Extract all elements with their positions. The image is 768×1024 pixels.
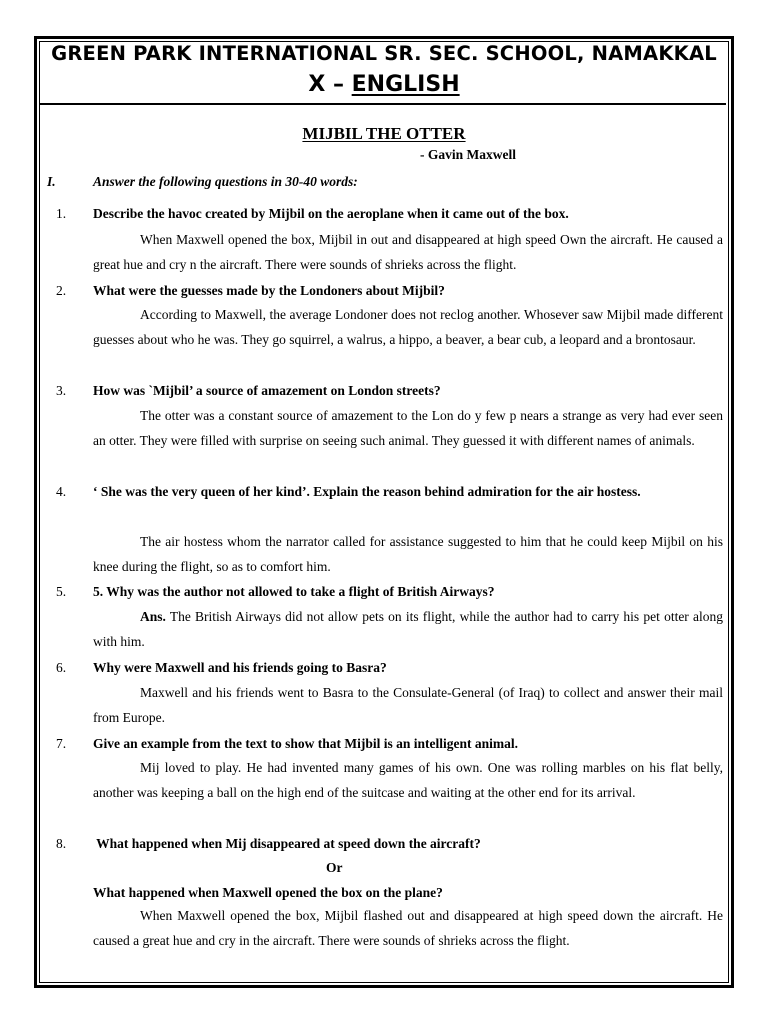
question-text: Why were Maxwell and his friends going to Basra? bbox=[93, 660, 387, 675]
section-number: I. bbox=[47, 174, 56, 189]
answer-text: Maxwell and his friends went to Basra to the Consulate-General (of Iraq) to collect and answer their mail from Europe. bbox=[93, 685, 723, 726]
question-text: ‘ She was the very queen of her kind’. Explain the reason behind admiration for the air hostess. bbox=[93, 484, 641, 499]
school-name: GREEN PARK INTERNATIONAL SR. SEC. SCHOOL, NAMAKKAL bbox=[51, 42, 717, 65]
question-text: How was `Mijbil’ a source of amazement on London streets? bbox=[93, 383, 441, 398]
question-number: 3. bbox=[56, 383, 67, 398]
question-number: 8. bbox=[56, 836, 67, 851]
or-separator: Or bbox=[326, 860, 343, 875]
question-text: 5. Why was the author not allowed to take a flight of British Airways? bbox=[93, 584, 495, 599]
answer-body: The British Airways did not allow pets on its flight, while the author had to carry his pet otter along with him. bbox=[93, 609, 723, 650]
answer-text: When Maxwell opened the box, Mijbil in out and disappeared at high speed Own the aircraft. He caused a great hue and cry n the aircraft. There were sounds of shrieks across the flight. bbox=[93, 232, 723, 273]
subject-heading bbox=[40, 72, 728, 97]
question-text: Describe the havoc created by Mijbil on the aeroplane when it came out of the box. bbox=[93, 206, 569, 221]
answer-text: Mij loved to play. He had invented many games of his own. One was rolling marbles on his flat belly, another was keeping a ball on the high end of the suitcase and waiting at the other end for its arrival. bbox=[93, 760, 723, 801]
answer-text: The otter was a constant source of amazement to the Lon do y few p nears a strange as very had ever seen an otter. They were filled with surprise on seeing such animal. They guessed it with different names of animals. bbox=[93, 408, 723, 449]
section-instruction: Answer the following questions in 30-40 words: bbox=[93, 174, 358, 189]
question-number: 1. bbox=[56, 206, 67, 221]
answer-prefix: Ans. bbox=[140, 609, 166, 624]
question-text: Give an example from the text to show that Mijbil is an intelligent animal. bbox=[93, 736, 518, 751]
header-divider bbox=[40, 103, 726, 105]
question-text-alternate: What happened when Maxwell opened the box on the plane? bbox=[93, 885, 443, 900]
lesson-author: - Gavin Maxwell bbox=[420, 147, 516, 162]
question-number: 4. bbox=[56, 484, 67, 499]
subject-label: ENGLISH bbox=[351, 72, 460, 97]
question-number: 6. bbox=[56, 660, 67, 675]
lesson-title: MIJBIL THE OTTER bbox=[302, 124, 466, 143]
answer-text: The air hostess whom the narrator called for assistance suggested to him that he could keep Mijbil on his knee during the flight, so as to comfort him. bbox=[93, 534, 723, 575]
question-text: What were the guesses made by the Londoners about Mijbil? bbox=[93, 283, 445, 298]
answer-text: According to Maxwell, the average Londoner does not reclog another. Whosever saw Mijbil made different guesses about who he was. They go squirrel, a walrus, a hippo, a beaver, a bear cub, a leopard and a brontosaur. bbox=[93, 307, 723, 348]
question-number: 7. bbox=[56, 736, 67, 751]
answer-text bbox=[93, 604, 723, 654]
question-text: What happened when Mij disappeared at speed down the aircraft? bbox=[93, 836, 481, 851]
question-number: 2. bbox=[56, 283, 67, 298]
answer-text: When Maxwell opened the box, Mijbil flashed out and disappeared at high speed down the aircraft. He caused a great hue and cry in the aircraft. There were sounds of shrieks across the flight. bbox=[93, 908, 723, 949]
class-label: X – bbox=[308, 72, 352, 97]
question-number: 5. bbox=[56, 584, 67, 599]
